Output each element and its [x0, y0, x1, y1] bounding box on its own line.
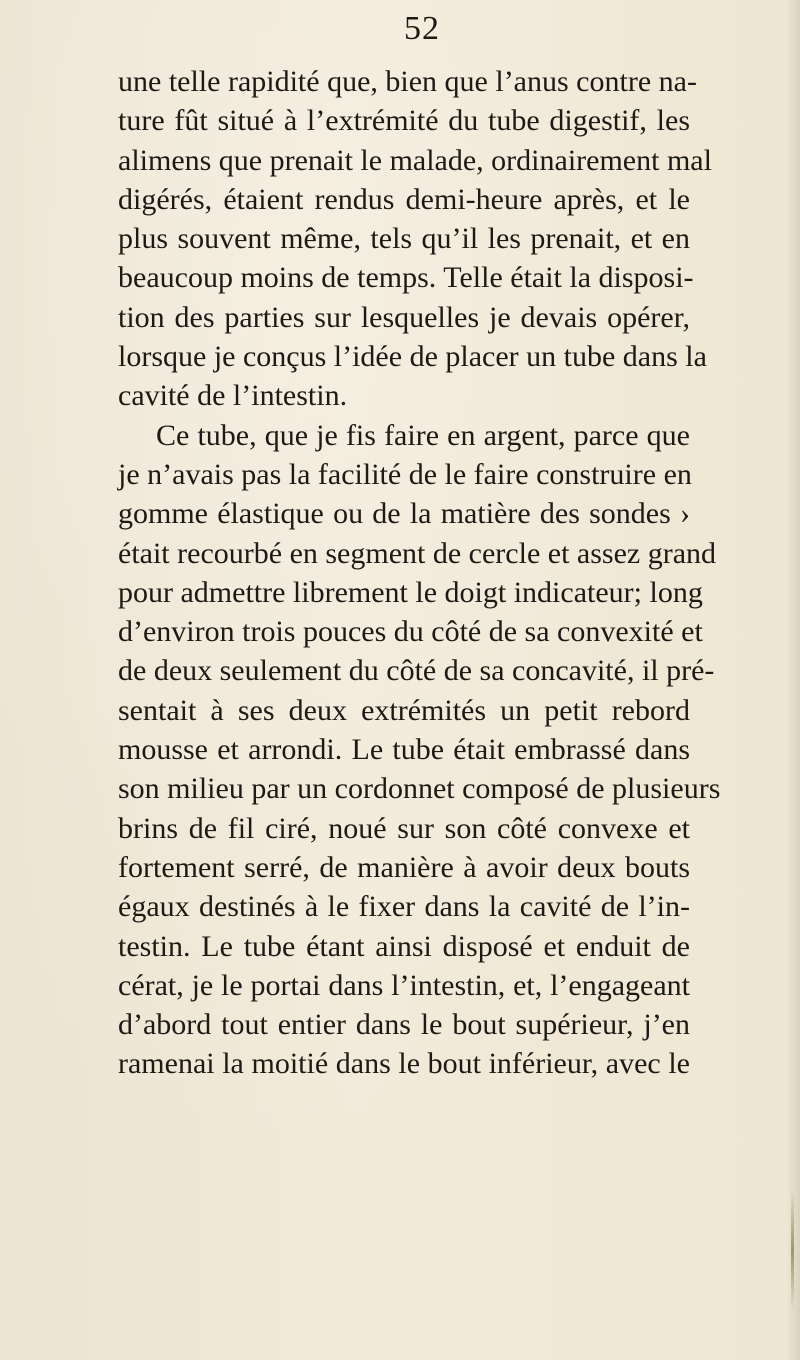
body-text: [118, 62, 721, 1084]
text-line: cavité de l’intestin.: [118, 379, 348, 413]
paragraph-2: [118, 416, 721, 1084]
text-line: testin. Le tube étant ainsi disposé et enduit de: [118, 929, 690, 963]
text-line: lorsque je conçus l’idée de placer un tube dans la: [118, 340, 707, 374]
text-line: digérés, étaient rendus demi-heure après, et le: [118, 182, 690, 216]
text-line: de deux seulement du côté de sa concavité, il pré-: [118, 654, 715, 688]
text-line: fortement serré, de manière à avoir deux bouts: [118, 850, 690, 884]
text-line: égaux destinés à le fixer dans la cavité de l’in-: [118, 890, 690, 924]
text-line: une telle rapidité que, bien que l’anus contre na-: [118, 65, 697, 98]
text-line: son milieu par un cordonnet composé de plusieurs: [118, 772, 721, 806]
text-line: pour admettre librement le doigt indicateur; long: [118, 575, 703, 609]
text-line: ramenai la moitié dans le bout inférieur, avec le: [118, 1047, 690, 1081]
text-line: sentait à ses deux extrémités un petit rebord: [118, 693, 690, 727]
page-edge-shadow: [786, 0, 800, 1360]
text-line: plus souvent même, tels qu’il les prenait, et en: [118, 222, 690, 256]
text-line: brins de fil ciré, noué sur son côté convexe et: [118, 811, 690, 845]
text-line: alimens que prenait le malade, ordinairement mal: [118, 143, 712, 177]
text-line: mousse et arrondi. Le tube était embrassé dans: [118, 733, 690, 767]
text-line: était recourbé en segment de cercle et assez grand: [118, 536, 717, 570]
text-line: je n’avais pas la facilité de le faire construire en: [118, 457, 692, 491]
page-number: 52: [404, 10, 440, 47]
paragraph-1: [118, 62, 712, 416]
text-line: d’abord tout entier dans le bout supérieur, j’en: [118, 1008, 690, 1042]
text-line: beaucoup moins de temps. Telle était la disposi-: [118, 261, 694, 295]
text-line: d’environ trois pouces du côté de sa convexité et: [118, 615, 703, 649]
text-line: tion des parties sur lesquelles je devais opérer,: [118, 300, 690, 334]
text-line: gomme élastique ou de la matière des sondes ›: [118, 497, 690, 531]
text-line: Ce tube, que je fis faire en argent, parce que: [156, 418, 690, 452]
text-line: cérat, je le portai dans l’intestin, et, l’engageant: [118, 968, 690, 1002]
text-line: ture fût situé à l’extrémité du tube digestif, les: [118, 104, 690, 138]
